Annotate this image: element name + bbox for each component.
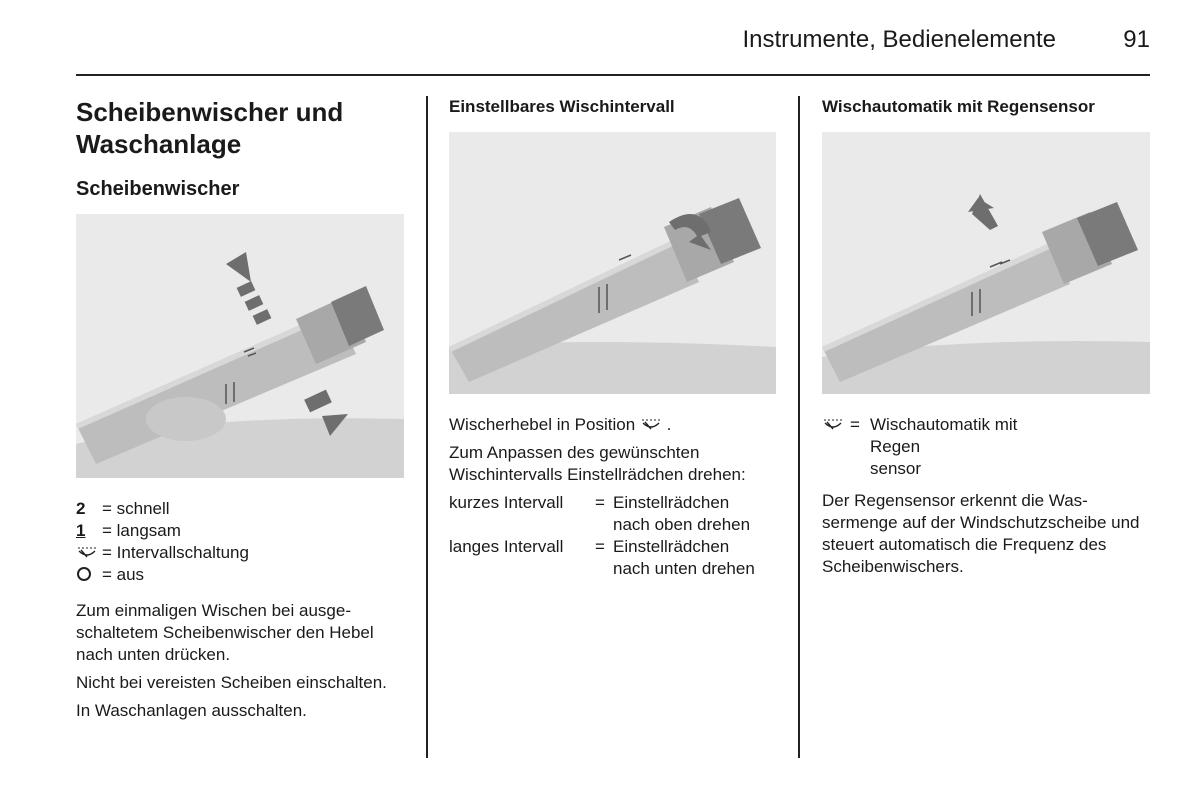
legend-row bbox=[76, 498, 412, 520]
subsection-title: Scheibenwischer bbox=[76, 178, 240, 200]
legend-text: = aus bbox=[102, 565, 145, 584]
legend-symbol: 2 bbox=[76, 499, 86, 518]
definition-eq: = bbox=[595, 537, 605, 556]
rain-sensor-figure bbox=[822, 132, 1150, 394]
position-text: Wischerhebel in Position bbox=[449, 415, 636, 434]
definition-text bbox=[613, 536, 779, 580]
legend-row bbox=[76, 542, 412, 564]
column-divider-2 bbox=[798, 96, 800, 758]
legend-text: = langsam bbox=[102, 521, 181, 540]
position-line bbox=[449, 414, 779, 436]
interval-ring-figure bbox=[449, 132, 776, 394]
interval-definitions bbox=[449, 492, 779, 580]
running-header-title: Instrumente, Bedienelemente bbox=[742, 26, 1056, 53]
interval-wiper-icon bbox=[640, 415, 667, 434]
legend-text: = Intervallschaltung bbox=[102, 543, 249, 562]
rain-sensor-legend bbox=[822, 414, 1150, 480]
header-rule bbox=[76, 74, 1150, 76]
definition-line: nach unten drehen bbox=[613, 559, 755, 578]
column-3 bbox=[822, 96, 1150, 578]
legend-line: Wischautomatik mit Regen bbox=[870, 415, 1018, 456]
page-number: 91 bbox=[1123, 26, 1150, 53]
wiper-stalk-figure bbox=[76, 214, 404, 478]
definition-term: kurzes Intervall bbox=[449, 493, 564, 512]
position-suffix: . bbox=[666, 415, 672, 434]
definition-line: Einstellrädchen bbox=[613, 537, 730, 556]
legend-row bbox=[76, 564, 412, 586]
section-title: Scheibenwischer und Waschanlage bbox=[76, 97, 344, 159]
definition-eq: = bbox=[595, 493, 605, 512]
column-2 bbox=[449, 96, 779, 580]
interval-wiper-icon bbox=[822, 414, 850, 480]
definition-row bbox=[449, 536, 779, 580]
legend-symbol: 1 bbox=[76, 521, 86, 540]
paragraph: Nicht bei vereisten Scheiben einschalten. bbox=[76, 673, 387, 692]
definition-term: langes Intervall bbox=[449, 537, 564, 556]
legend-line: sensor bbox=[870, 459, 922, 478]
definition-line: nach oben drehen bbox=[613, 515, 751, 534]
instruction-paragraph: Zum Anpassen des gewünschten Wischintervalls Einstellrädchen drehen: bbox=[449, 443, 746, 484]
off-circle-icon bbox=[76, 564, 102, 586]
section-heading: Wischautomatik mit Regensensor bbox=[822, 97, 1095, 116]
paragraph: Der Regensensor erkennt die Wassermenge auf der Windschutzscheibe und steuert automatisch die Frequenz des Scheibenwischers. bbox=[822, 491, 1140, 576]
wiper-legend bbox=[76, 498, 412, 586]
definition-row bbox=[449, 492, 779, 536]
legend-row bbox=[76, 520, 412, 542]
section-heading: Einstellbares Wischintervall bbox=[449, 97, 675, 116]
paragraph: Zum einmaligen Wischen bei ausgeschaltetem Scheibenwischer den Hebel nach unten drücken. bbox=[76, 601, 374, 664]
definition-line: Einstellrädchen bbox=[613, 493, 730, 512]
interval-wiper-icon bbox=[76, 542, 102, 564]
column-divider-1 bbox=[426, 96, 428, 758]
paragraph: In Waschanlagen ausschalten. bbox=[76, 701, 307, 720]
legend-text: = schnell bbox=[102, 499, 170, 518]
definition-text bbox=[613, 492, 779, 536]
legend-text bbox=[870, 414, 1072, 480]
legend-eq: = bbox=[850, 415, 860, 434]
column-1 bbox=[76, 96, 412, 722]
